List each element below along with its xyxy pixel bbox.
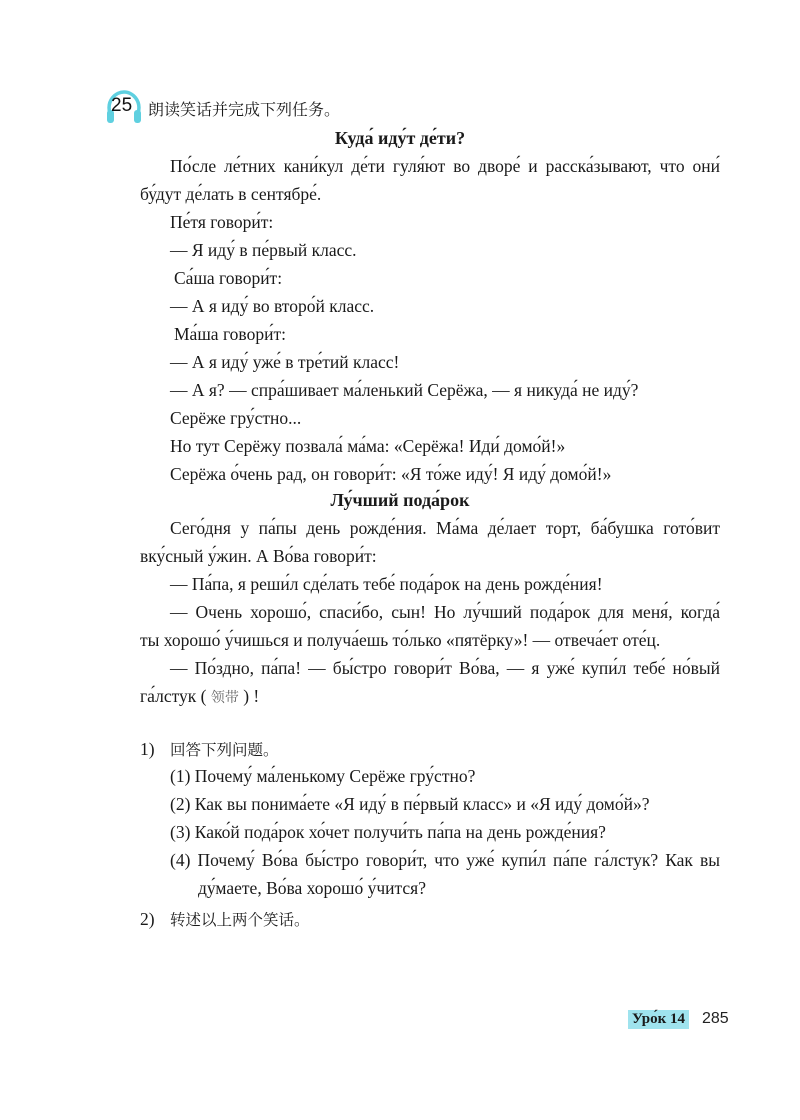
story2-line: ты хорошо́ у́чишься и получа́ешь то́лько «пятёрку»! — отвеча́ет оте́ц.: [140, 630, 661, 650]
story1-line: Ма́ша говори́т:: [174, 324, 286, 344]
story2-line: — Па́па, я реши́л сде́лать тебе́ пода́рок на день рожде́ния!: [170, 574, 603, 594]
story2-title: Лу́чший пода́рок: [330, 490, 470, 510]
question-1: (1) Почему́ ма́ленькому Серёже гру́стно?: [170, 766, 476, 786]
story1-line: — А я иду́ уже́ в тре́тий класс!: [170, 352, 400, 372]
story1-paragraph-line: бу́дут де́лать в сентябре́.: [140, 184, 322, 204]
story1-line: — Я иду́ в пе́рвый класс.: [170, 240, 357, 260]
question-2: (2) Как вы понима́ете «Я иду́ в пе́рвый класс» и «Я иду́ домо́й»?: [170, 794, 650, 814]
task-2: [140, 908, 720, 930]
story2-paragraph-line: вку́сный у́жин. А Во́ва говори́т:: [140, 546, 377, 566]
question-4-continued: ду́маете, Во́ва хорошо́ у́чится?: [198, 878, 426, 898]
story1-line: — А я? — спра́шивает ма́ленький Серёжа, — я никуда́ не иду́?: [170, 380, 639, 400]
story2-line: — Очень хорошо́, спаси́бо, сын! Но лу́чший пода́рок для меня́, когда́: [170, 602, 720, 622]
story1-line: Но тут Серёжу позвала́ ма́ма: «Серёжа! Иди́ домо́й!»: [170, 436, 566, 456]
exercise-header: [108, 92, 340, 122]
task-2-text: 转述以上两个笑话。: [170, 911, 310, 929]
task-1-text: 回答下列问题。: [170, 741, 279, 759]
story1-line: Серёжа о́чень рад, он говори́т: «Я то́же иду́! Я иду́ домо́й!»: [170, 464, 612, 484]
story1-line: — А я иду́ во второ́й класс.: [170, 296, 375, 316]
task-1-number: 1): [140, 739, 155, 759]
story2-line-end: ) !: [243, 686, 260, 706]
story2-line: [140, 686, 720, 707]
exercise-number: 25: [111, 95, 133, 116]
story1-paragraph-line: По́сле ле́тних кани́кул де́ти гуля́ют во дворе́ и расска́зывают, что они́: [170, 156, 720, 176]
chinese-gloss: 领带: [210, 690, 239, 706]
page-number: 285: [702, 1010, 729, 1027]
story1-title: Куда́ иду́т де́ти?: [334, 128, 466, 148]
story2-line: — По́здно, па́па! — бы́стро говори́т Во́ва, — я уже́ купи́л тебе́ но́вый: [170, 658, 720, 678]
exercise-badge: [108, 92, 142, 122]
task-1: [140, 738, 720, 760]
lesson-label: Уро́к 14: [628, 1010, 689, 1029]
story1-line: Пе́тя говори́т:: [170, 212, 274, 232]
task-2-number: 2): [140, 909, 155, 929]
exercise-instruction: 朗读笑话并完成下列任务。: [148, 99, 341, 119]
question-3: (3) Како́й пода́рок хо́чет получи́ть па́па на день рожде́ния?: [170, 822, 606, 842]
story1-line: Серёже гру́стно...: [170, 408, 302, 428]
story2-paragraph-line: Сего́дня у па́пы день рожде́ния. Ма́ма де́лает торт, ба́бушка гото́вит: [170, 518, 720, 538]
story1-line: Са́ша говори́т:: [174, 268, 283, 288]
question-4: (4) Почему́ Во́ва бы́стро говори́т, что уже́ купи́л па́пе га́лстук? Как вы: [170, 850, 720, 870]
story2-line-start: га́лстук (: [140, 686, 207, 706]
